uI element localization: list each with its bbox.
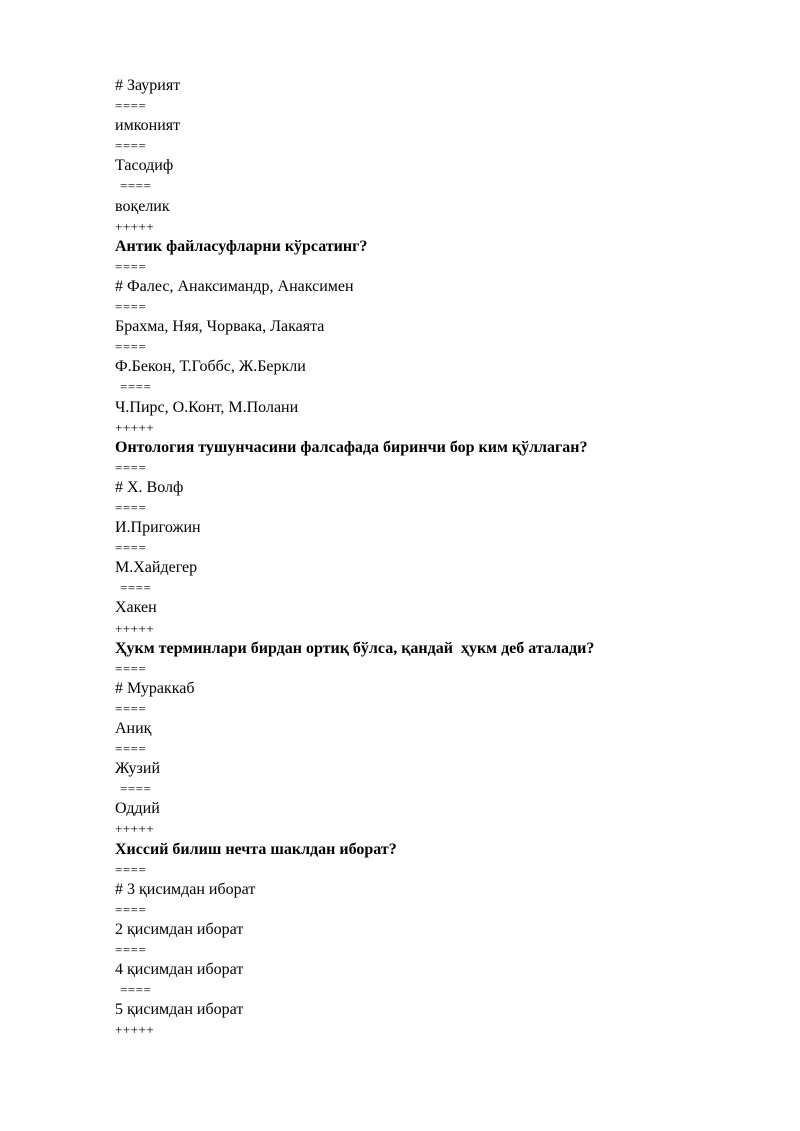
answer-line: # Мураккаб xyxy=(115,679,195,697)
answer-line: # 3 қисимдан иборат xyxy=(115,880,256,898)
separator-line: ==== xyxy=(115,861,147,877)
question-text: Антик файласуфларни кўрсатинг? xyxy=(115,237,368,255)
answer-line: Жузий xyxy=(115,760,160,778)
question-separator: +++++ xyxy=(115,620,155,636)
separator-line: ==== xyxy=(120,580,152,596)
separator-line: ==== xyxy=(115,741,147,757)
separator-line: ==== xyxy=(115,660,147,676)
answer-line: Аниқ xyxy=(115,720,152,737)
separator-line: ==== xyxy=(115,942,147,958)
separator-line: ==== xyxy=(115,258,147,274)
separator-line: ==== xyxy=(115,299,147,315)
question-separator: +++++ xyxy=(115,419,155,435)
separator-line: ==== xyxy=(115,339,147,355)
question-separator: +++++ xyxy=(115,821,155,837)
separator-line: ==== xyxy=(115,138,147,154)
question-text: Ҳукм терминлари бирдан ортиқ бўлса, қандай ҳукм деб аталади? xyxy=(115,639,595,657)
question-text: Онтология тушунчасини фалсафада биринчи бор ким қўллаган? xyxy=(115,438,588,456)
separator-line: ==== xyxy=(120,379,152,395)
question-separator: +++++ xyxy=(115,1022,155,1038)
separator-line: ==== xyxy=(120,982,152,998)
separator-line: ==== xyxy=(115,700,147,716)
answer-line: Оддий xyxy=(115,800,160,818)
answer-line: И.Пригожин xyxy=(115,519,201,537)
answer-line: # Фалес, Анаксимандр, Анаксимен xyxy=(115,277,354,295)
answer-line: Хакен xyxy=(115,599,157,617)
question-separator: +++++ xyxy=(115,218,155,234)
separator-line: ==== xyxy=(120,781,152,797)
answer-line: Ч.Пирс, О.Конт, М.Полани xyxy=(115,398,299,416)
separator-line: ==== xyxy=(115,459,147,475)
separator-line: ==== xyxy=(120,178,152,194)
answer-line: Брахма, Няя, Чорвака, Лакаята xyxy=(115,318,325,336)
answer-line: воқелик xyxy=(115,197,170,215)
answer-line: М.Хайдегер xyxy=(115,559,198,577)
document-page xyxy=(115,76,755,1041)
separator-line: ==== xyxy=(115,499,147,515)
answer-line: # Х. Волф xyxy=(115,478,184,496)
question-text: Хиссий билиш нечта шаклдан иборат? xyxy=(115,840,397,858)
answer-line: 5 қисимдан иборат xyxy=(115,1001,244,1019)
separator-line: ==== xyxy=(115,540,147,556)
answer-line: # Заурият xyxy=(115,77,181,94)
separator-line: ==== xyxy=(115,901,147,917)
answer-line: 4 қисимдан иборат xyxy=(115,961,244,979)
answer-line: Тасодиф xyxy=(115,157,174,175)
answer-line: 2 қисимдан иборат xyxy=(115,920,244,938)
answer-line: Ф.Бекон, Т.Гоббс, Ж.Беркли xyxy=(115,358,306,376)
answer-line: имконият xyxy=(115,117,181,135)
separator-line: ==== xyxy=(115,98,147,114)
